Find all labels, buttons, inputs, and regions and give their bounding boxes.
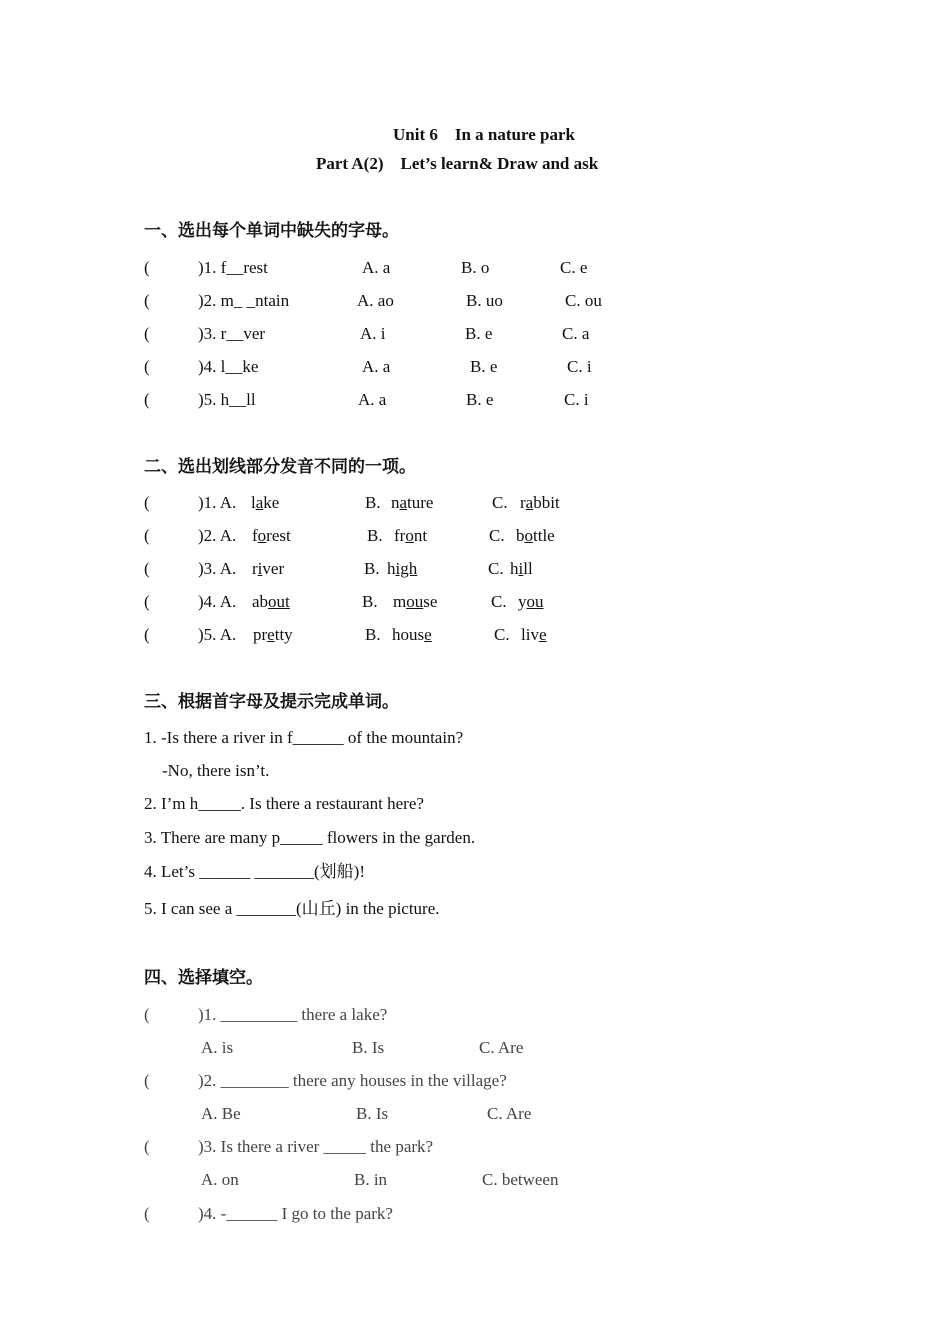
- question-text: )1. f__rest: [198, 258, 268, 277]
- option-c: C. e: [560, 258, 588, 277]
- word-b: nature: [391, 493, 434, 512]
- option-b-label: B.: [367, 526, 383, 545]
- answer-paren: (: [144, 1204, 150, 1223]
- s3-line-1-reply: -No, there isn’t.: [162, 761, 270, 780]
- s3-line-5: 5. I can see a _______(山丘) in the picture.: [144, 899, 440, 918]
- word-b: mouse: [393, 592, 438, 611]
- s3-line-2: 2. I’m h_____. Is there a restaurant here?: [144, 794, 424, 813]
- answer-paren: (: [144, 493, 150, 512]
- option-c: C. between: [482, 1170, 559, 1189]
- answer-paren: (: [144, 324, 150, 343]
- option-a: A. is: [201, 1038, 234, 1057]
- word-a: forest: [252, 526, 291, 545]
- word-b: house: [392, 625, 432, 644]
- option-c-label: C.: [492, 493, 508, 512]
- word-a: lake: [251, 493, 280, 512]
- word-c: hill: [510, 559, 533, 578]
- option-b: B. e: [466, 390, 494, 409]
- s3-line-1: 1. -Is there a river in f______ of the mountain?: [144, 728, 464, 747]
- question-text: )5. h__ll: [198, 390, 256, 409]
- option-b-label: B.: [362, 592, 378, 611]
- section-4-heading: 四、选择填空。: [144, 968, 263, 988]
- option-c: C. a: [562, 324, 590, 343]
- s3-line-3: 3. There are many p_____ flowers in the garden.: [144, 828, 476, 847]
- question-text: )3. r__ver: [198, 324, 266, 343]
- question-text: )1. _________ there a lake?: [198, 1005, 388, 1024]
- section-2-heading: 二、选出划线部分发音不同的一项。: [144, 457, 416, 477]
- word-a: pretty: [253, 625, 293, 644]
- option-c: C. i: [564, 390, 589, 409]
- question-text: )2. m_ _ntain: [198, 291, 290, 310]
- option-a: A. a: [358, 390, 387, 409]
- option-a: A. a: [362, 258, 391, 277]
- question-text: )4. -______ I go to the park?: [198, 1204, 393, 1223]
- question-text: )2. A.: [198, 526, 237, 545]
- question-text: )4. A.: [198, 592, 237, 611]
- option-b: B. Is: [356, 1104, 389, 1123]
- question-text: )5. A.: [198, 625, 237, 644]
- question-text: )2. ________ there any houses in the village?: [198, 1071, 507, 1090]
- page-title: Unit 6 In a nature park: [393, 125, 575, 144]
- question-text: )4. l__ke: [198, 357, 259, 376]
- answer-paren: (: [144, 526, 150, 545]
- option-b: B. in: [354, 1170, 388, 1189]
- answer-paren: (: [144, 625, 150, 644]
- s3-line-4: 4. Let’s ______ _______(划船)!: [144, 862, 365, 881]
- question-text: )1. A.: [198, 493, 237, 512]
- option-a: A. ao: [357, 291, 394, 310]
- answer-paren: (: [144, 291, 150, 310]
- option-c: C. Are: [479, 1038, 524, 1057]
- answer-paren: (: [144, 258, 150, 277]
- option-c: C. Are: [487, 1104, 532, 1123]
- option-a: A. i: [360, 324, 386, 343]
- word-c: live: [521, 625, 547, 644]
- section-3-heading: 三、根据首字母及提示完成单词。: [144, 692, 399, 712]
- word-c: you: [518, 592, 544, 611]
- option-c-label: C.: [489, 526, 505, 545]
- answer-paren: (: [144, 390, 150, 409]
- word-a: about: [252, 592, 290, 611]
- word-b: front: [394, 526, 428, 545]
- option-b: B. uo: [466, 291, 503, 310]
- answer-paren: (: [144, 1137, 150, 1156]
- option-b: B. o: [461, 258, 490, 277]
- word-b: high: [387, 559, 418, 578]
- section-1-heading: 一、选出每个单词中缺失的字母。: [144, 221, 399, 241]
- answer-paren: (: [144, 592, 150, 611]
- option-b: B. e: [470, 357, 498, 376]
- option-b: B. e: [465, 324, 493, 343]
- option-b-label: B.: [364, 559, 380, 578]
- word-a: river: [252, 559, 285, 578]
- page-subtitle: Part A(2) Let’s learn& Draw and ask: [316, 154, 599, 173]
- option-c-label: C.: [491, 592, 507, 611]
- option-b: B. Is: [352, 1038, 385, 1057]
- option-c: C. i: [567, 357, 592, 376]
- answer-paren: (: [144, 559, 150, 578]
- question-text: )3. A.: [198, 559, 237, 578]
- answer-paren: (: [144, 1005, 150, 1024]
- answer-paren: (: [144, 357, 150, 376]
- option-a: A. Be: [201, 1104, 241, 1123]
- option-a: A. on: [201, 1170, 239, 1189]
- word-c: bottle: [516, 526, 555, 545]
- option-a: A. a: [362, 357, 391, 376]
- option-c-label: C.: [494, 625, 510, 644]
- question-text: )3. Is there a river _____ the park?: [198, 1137, 434, 1156]
- option-b-label: B.: [365, 493, 381, 512]
- answer-paren: (: [144, 1071, 150, 1090]
- option-c: C. ou: [565, 291, 602, 310]
- word-c: rabbit: [520, 493, 560, 512]
- option-b-label: B.: [365, 625, 381, 644]
- option-c-label: C.: [488, 559, 504, 578]
